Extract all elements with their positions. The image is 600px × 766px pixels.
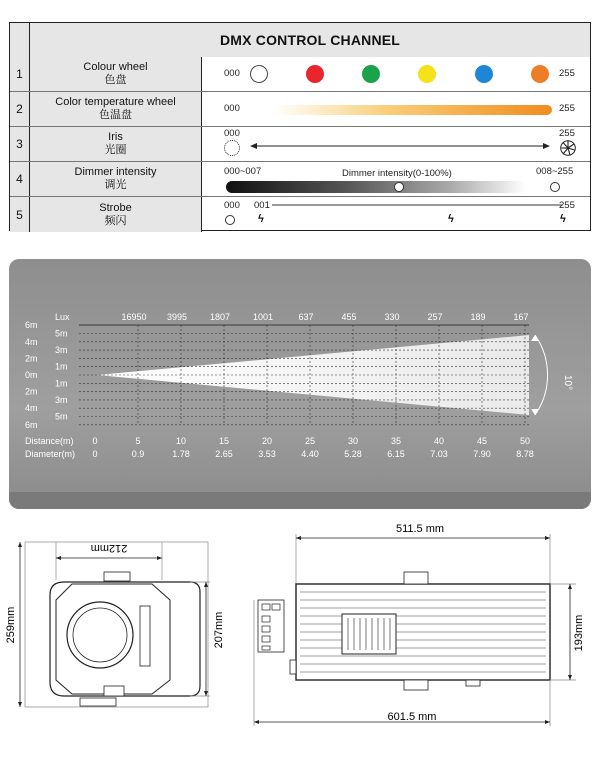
diameter-value: 2.65 — [215, 449, 233, 459]
side-vent-panel — [342, 614, 396, 654]
start-value: 000 — [224, 128, 240, 139]
dimmer-gradient — [226, 181, 526, 193]
dimension-svg — [0, 520, 600, 766]
lux-value: 1001 — [252, 312, 274, 322]
row-number: 5 — [10, 197, 30, 232]
arrow — [56, 556, 61, 560]
lux-value: 3995 — [166, 312, 188, 322]
side-bottom-label: 601.5 mm — [387, 711, 437, 723]
dmx-row-strobe — [10, 197, 590, 232]
diameter-value: 7.03 — [430, 449, 448, 459]
dmx-row-dimmer — [10, 162, 590, 197]
lux-value: 455 — [341, 312, 357, 322]
row-name — [30, 57, 202, 91]
left-axis-inner-label: 5m — [55, 411, 68, 422]
side-top-handle — [404, 572, 428, 584]
arrow — [545, 536, 550, 540]
strobe-fast-icon: ϟ — [560, 213, 566, 225]
row-number: 2 — [10, 92, 30, 126]
angle-arc — [535, 335, 548, 415]
front-height-inner-label: 207mm — [213, 611, 225, 649]
iris-range-arrow — [250, 141, 550, 151]
front-knob-bottom — [104, 686, 124, 696]
row-name — [30, 127, 202, 161]
angle-arrow-top — [531, 335, 539, 341]
left-axis-inner-label: 1m — [55, 378, 68, 389]
angle-arrow-bottom — [531, 409, 539, 415]
lux-value: 257 — [427, 312, 443, 322]
arrow — [545, 720, 550, 724]
side-top-label: 511.5 mm — [395, 523, 445, 535]
diameter-values — [92, 449, 533, 459]
row-value-cell — [202, 197, 590, 232]
color-temperature-gradient — [274, 105, 552, 115]
start-value: 000 — [224, 103, 240, 114]
row-name — [30, 197, 202, 232]
lux-value: 1807 — [209, 312, 231, 322]
row-name-en: Iris — [108, 131, 123, 143]
row-value-cell — [202, 127, 590, 161]
left-axis-inner — [55, 329, 68, 422]
distance-value: 30 — [347, 436, 359, 446]
arrow — [204, 582, 208, 587]
distance-value: 25 — [304, 436, 316, 446]
distance-value: 15 — [218, 436, 230, 446]
lux-value: 167 — [513, 312, 529, 322]
distance-value: 50 — [519, 436, 531, 446]
start-value: 000 — [224, 200, 240, 211]
end-value: 255 — [559, 68, 575, 79]
color-swatch-white — [250, 65, 268, 83]
row-value-cell — [202, 92, 590, 126]
diameter-value: 8.78 — [516, 449, 534, 459]
dmx-header — [10, 23, 590, 57]
side-foot — [466, 680, 480, 686]
left-axis-outer-label: 6m — [25, 320, 38, 331]
front-height-outer-label: 259mm — [5, 606, 17, 644]
end-value: 255 — [559, 200, 575, 211]
distance-value: 45 — [476, 436, 488, 446]
lux-value: 16950 — [121, 312, 147, 322]
strobe-off-marker — [225, 215, 235, 225]
distance-label: Distance(m) — [25, 436, 74, 446]
arrow — [157, 556, 162, 560]
diameter-value: 6.15 — [387, 449, 405, 459]
row-name-en: Strobe — [99, 201, 132, 214]
front-side-plate — [140, 606, 150, 666]
left-axis-outer — [25, 320, 38, 430]
side-height-label: 193mm — [573, 614, 585, 652]
row-name-cn: 色温盘 — [99, 109, 132, 121]
iris-closed-icon — [560, 140, 576, 156]
lux-values — [121, 312, 528, 322]
row-name-cn: 频闪 — [104, 214, 127, 227]
strobe-range-line — [272, 203, 562, 207]
dmx-row-iris — [10, 127, 590, 162]
diameter-label: Diameter(m) — [25, 449, 76, 459]
left-axis-outer-label: 0m — [25, 370, 38, 380]
row-name-cn: 色盘 — [104, 74, 127, 86]
row-name-en: Color temperature wheel — [55, 96, 176, 108]
left-axis-outer-label: 2m — [25, 353, 38, 364]
color-swatch-blue — [475, 65, 493, 83]
lux-value: 330 — [384, 312, 400, 322]
left-axis-inner-label: 3m — [55, 345, 68, 356]
distance-value: 35 — [390, 436, 402, 446]
lux-value: 637 — [298, 312, 314, 322]
side-rear-tab — [290, 660, 296, 674]
color-swatch-yellow — [418, 65, 436, 83]
strobe-slow-icon: ϟ — [258, 213, 264, 225]
arrow — [18, 702, 22, 707]
diameter-value: 4.40 — [301, 449, 319, 459]
end-value: 008~255 — [536, 166, 574, 177]
left-axis-outer-label: 4m — [25, 403, 38, 414]
distance-value: 40 — [433, 436, 445, 446]
beam-photometric-chart — [9, 259, 591, 509]
distance-value: 20 — [261, 436, 273, 446]
row-number: 1 — [10, 57, 30, 91]
header-num-cell — [10, 23, 30, 57]
left-axis-inner-label: 1m — [55, 361, 68, 372]
color-swatch-red — [306, 65, 324, 83]
beam-angle-label: 10° — [562, 375, 573, 391]
row-number: 4 — [10, 162, 30, 196]
distance-values — [92, 436, 530, 446]
arrow — [254, 720, 259, 724]
distance-value: 5 — [135, 436, 141, 446]
row-name-cn: 调光 — [104, 179, 127, 191]
row-value-cell — [202, 162, 590, 196]
diameter-value: 5.28 — [344, 449, 362, 459]
front-knob-top — [104, 572, 130, 581]
iris-open-icon — [224, 140, 240, 156]
left-axis-outer-label: 4m — [25, 336, 38, 347]
front-width-label: 212mm — [90, 542, 128, 554]
front-lens — [67, 602, 133, 668]
side-view — [254, 523, 585, 726]
front-base — [80, 698, 116, 706]
end-value: 255 — [559, 128, 575, 139]
arrow — [296, 536, 301, 540]
strobe-first-value: 001 — [254, 200, 270, 211]
dimmer-caption: Dimmer intensity(0-100%) — [342, 168, 452, 179]
distance-value: 10 — [175, 436, 187, 446]
chart-bottom-band — [9, 492, 591, 509]
strobe-medium-icon: ϟ — [448, 213, 454, 225]
side-bottom-handle — [404, 680, 428, 690]
dimmer-midpoint-marker — [394, 182, 404, 192]
arrow — [18, 542, 22, 547]
lux-label: Lux — [55, 312, 70, 322]
arrow — [568, 675, 572, 680]
row-name-cn: 光圈 — [104, 144, 127, 156]
diameter-value: 1.78 — [172, 449, 190, 459]
color-swatch-green — [362, 65, 380, 83]
diameter-value: 0.9 — [131, 449, 145, 459]
beam-chart-svg — [9, 259, 591, 509]
color-swatch-orange — [531, 65, 549, 83]
row-number: 3 — [10, 127, 30, 161]
dmx-row-color-temperature — [10, 92, 590, 127]
diameter-value: 7.90 — [473, 449, 491, 459]
left-axis-outer-label: 6m — [25, 419, 38, 430]
left-axis-inner-label: 5m — [55, 328, 68, 339]
end-value: 255 — [559, 103, 575, 114]
left-axis-inner-label: 3m — [55, 394, 68, 405]
front-view — [5, 542, 225, 707]
arrow — [204, 691, 208, 696]
row-name — [30, 92, 202, 126]
row-name — [30, 162, 202, 196]
row-name-en: Colour wheel — [83, 61, 148, 73]
left-axis-outer-label: 2m — [25, 386, 38, 397]
arrow — [568, 584, 572, 589]
row-value-cell — [202, 57, 590, 91]
start-value: 000 — [224, 68, 240, 79]
dimension-drawings — [0, 520, 600, 766]
diameter-value: 3.53 — [258, 449, 276, 459]
diameter-value: 0 — [92, 449, 98, 459]
lux-value: 189 — [470, 312, 486, 322]
row-name-en: Dimmer intensity — [74, 166, 157, 178]
dimmer-full-marker — [550, 182, 560, 192]
start-value: 000~007 — [224, 166, 262, 177]
dmx-control-table — [9, 22, 591, 231]
distance-value: 0 — [92, 436, 98, 446]
dmx-title: DMX CONTROL CHANNEL — [30, 23, 590, 57]
dmx-row-colour-wheel — [10, 57, 590, 92]
